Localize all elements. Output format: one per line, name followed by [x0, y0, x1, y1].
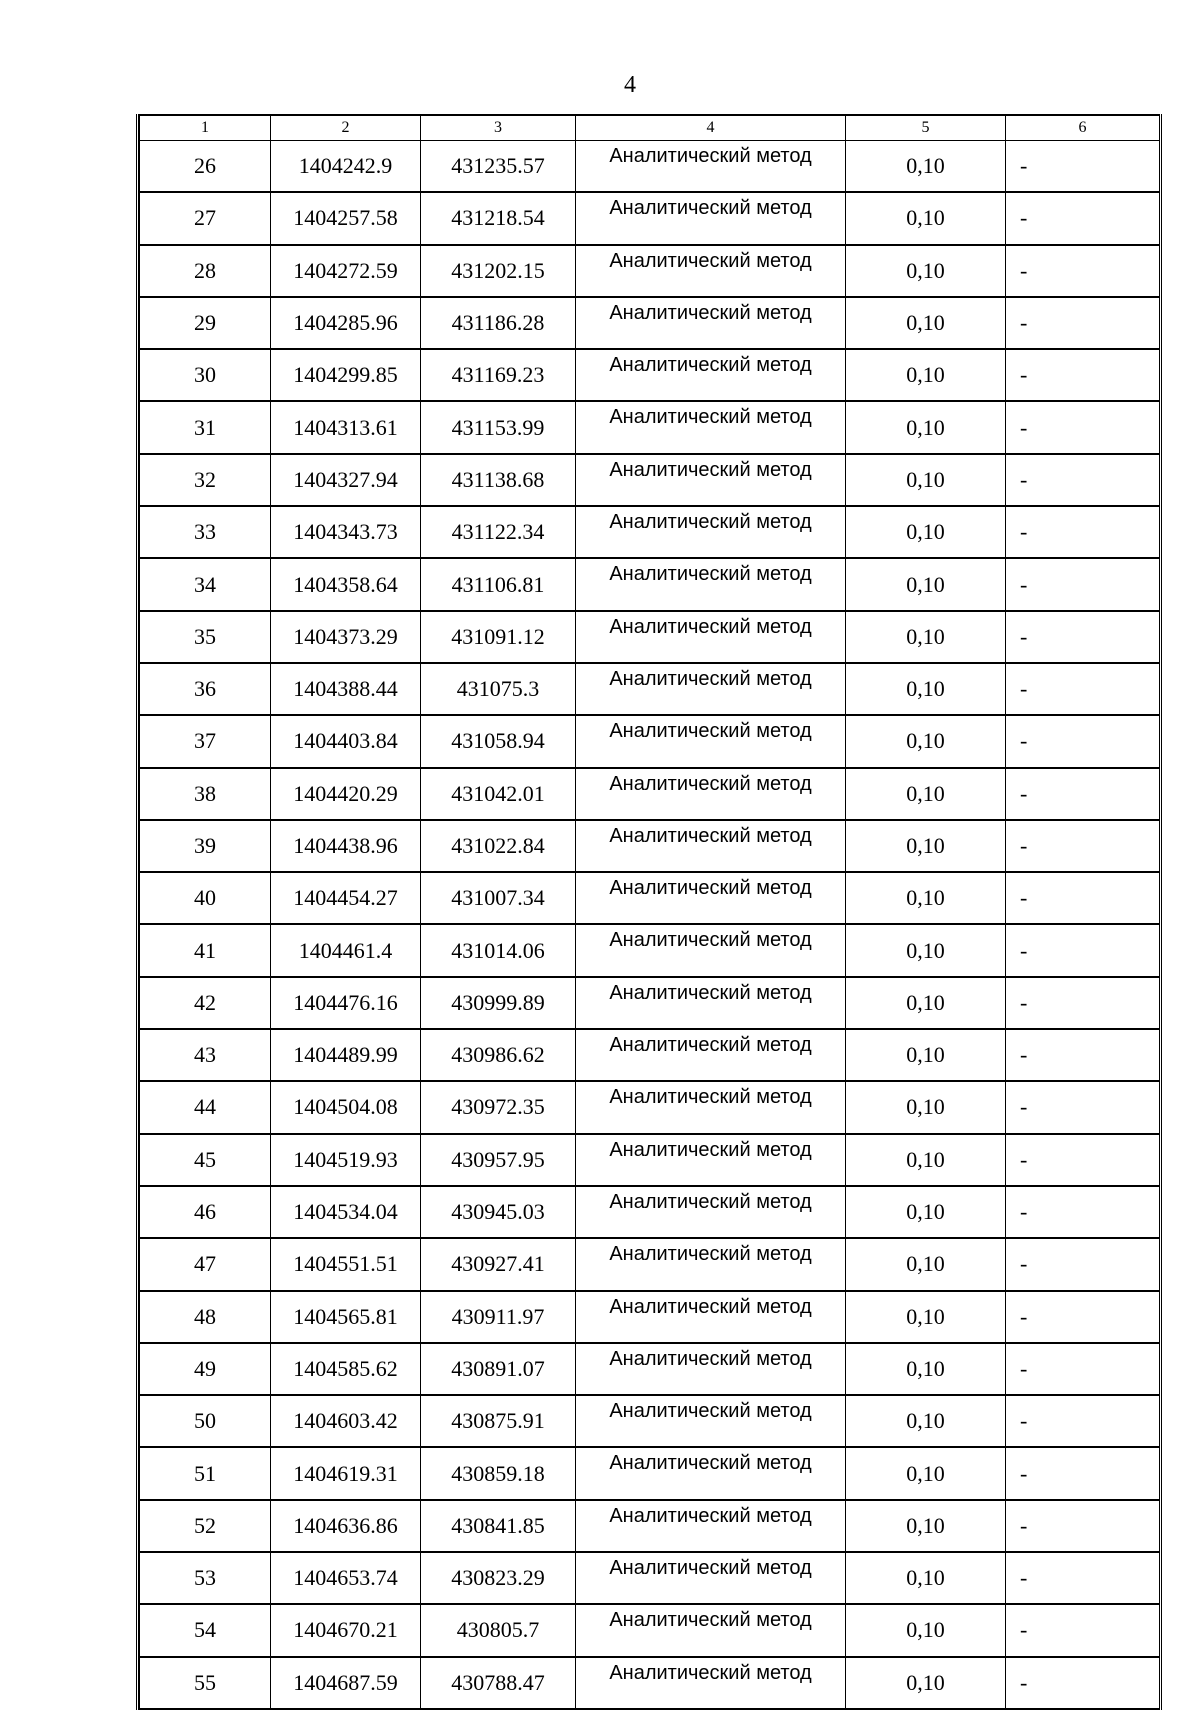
note-cell: -: [1006, 349, 1160, 401]
accuracy-cell: 0,10: [846, 1238, 1006, 1290]
note-cell: -: [1006, 245, 1160, 297]
method-cell: Аналитический метод: [576, 1500, 846, 1552]
y-coordinate-cell: 431153.99: [421, 401, 576, 453]
y-coordinate-cell: 430999.89: [421, 977, 576, 1029]
accuracy-cell: 0,10: [846, 192, 1006, 244]
note-cell: -: [1006, 454, 1160, 506]
table-row: [140, 1291, 1160, 1343]
note-cell: -: [1006, 192, 1160, 244]
x-coordinate-cell: 1404670.21: [271, 1604, 421, 1656]
accuracy-cell: 0,10: [846, 245, 1006, 297]
table-row: [140, 506, 1160, 558]
x-coordinate-cell: 1404285.96: [271, 297, 421, 349]
y-coordinate-cell: 431106.81: [421, 558, 576, 610]
table-header: [140, 115, 1160, 141]
x-coordinate-cell: 1404619.31: [271, 1447, 421, 1499]
point-number-cell: 34: [140, 558, 271, 610]
x-coordinate-cell: 1404476.16: [271, 977, 421, 1029]
method-cell: Аналитический метод: [576, 401, 846, 453]
method-cell: Аналитический метод: [576, 141, 846, 193]
table-row: [140, 872, 1160, 924]
header-col-5: 5: [846, 115, 1006, 141]
table-row: [140, 192, 1160, 244]
method-cell: Аналитический метод: [576, 1029, 846, 1081]
point-number-cell: 35: [140, 611, 271, 663]
table-row: [140, 1395, 1160, 1447]
table-row: [140, 820, 1160, 872]
note-cell: -: [1006, 506, 1160, 558]
table-row: [140, 1552, 1160, 1604]
x-coordinate-cell: 1404272.59: [271, 245, 421, 297]
point-number-cell: 43: [140, 1029, 271, 1081]
note-cell: -: [1006, 924, 1160, 976]
note-cell: -: [1006, 1343, 1160, 1395]
x-coordinate-cell: 1404504.08: [271, 1081, 421, 1133]
header-col-2: 2: [271, 115, 421, 141]
x-coordinate-cell: 1404603.42: [271, 1395, 421, 1447]
accuracy-cell: 0,10: [846, 1657, 1006, 1709]
y-coordinate-cell: 430891.07: [421, 1343, 576, 1395]
point-number-cell: 49: [140, 1343, 271, 1395]
accuracy-cell: 0,10: [846, 768, 1006, 820]
table-row: [140, 1500, 1160, 1552]
y-coordinate-cell: 430972.35: [421, 1081, 576, 1133]
point-number-cell: 55: [140, 1657, 271, 1709]
note-cell: -: [1006, 1291, 1160, 1343]
table-row: [140, 663, 1160, 715]
table-row: [140, 401, 1160, 453]
y-coordinate-cell: 431202.15: [421, 245, 576, 297]
note-cell: -: [1006, 768, 1160, 820]
table-row: [140, 454, 1160, 506]
header-row: [140, 115, 1160, 141]
x-coordinate-cell: 1404242.9: [271, 141, 421, 193]
accuracy-cell: 0,10: [846, 506, 1006, 558]
accuracy-cell: 0,10: [846, 1604, 1006, 1656]
point-number-cell: 39: [140, 820, 271, 872]
note-cell: -: [1006, 611, 1160, 663]
method-cell: Аналитический метод: [576, 297, 846, 349]
accuracy-cell: 0,10: [846, 1029, 1006, 1081]
point-number-cell: 52: [140, 1500, 271, 1552]
note-cell: -: [1006, 1134, 1160, 1186]
table-row: [140, 558, 1160, 610]
method-cell: Аналитический метод: [576, 454, 846, 506]
y-coordinate-cell: 431022.84: [421, 820, 576, 872]
method-cell: Аналитический метод: [576, 349, 846, 401]
x-coordinate-cell: 1404257.58: [271, 192, 421, 244]
header-col-3: 3: [421, 115, 576, 141]
accuracy-cell: 0,10: [846, 977, 1006, 1029]
accuracy-cell: 0,10: [846, 1081, 1006, 1133]
accuracy-cell: 0,10: [846, 349, 1006, 401]
x-coordinate-cell: 1404519.93: [271, 1134, 421, 1186]
method-cell: Аналитический метод: [576, 1134, 846, 1186]
x-coordinate-cell: 1404454.27: [271, 872, 421, 924]
y-coordinate-cell: 431075.3: [421, 663, 576, 715]
point-number-cell: 42: [140, 977, 271, 1029]
accuracy-cell: 0,10: [846, 297, 1006, 349]
x-coordinate-cell: 1404461.4: [271, 924, 421, 976]
x-coordinate-cell: 1404403.84: [271, 715, 421, 767]
x-coordinate-cell: 1404489.99: [271, 1029, 421, 1081]
point-number-cell: 32: [140, 454, 271, 506]
x-coordinate-cell: 1404551.51: [271, 1238, 421, 1290]
note-cell: -: [1006, 715, 1160, 767]
table-row: [140, 1343, 1160, 1395]
x-coordinate-cell: 1404313.61: [271, 401, 421, 453]
method-cell: Аналитический метод: [576, 245, 846, 297]
method-cell: Аналитический метод: [576, 1186, 846, 1238]
accuracy-cell: 0,10: [846, 1552, 1006, 1604]
y-coordinate-cell: 431122.34: [421, 506, 576, 558]
point-number-cell: 53: [140, 1552, 271, 1604]
accuracy-cell: 0,10: [846, 611, 1006, 663]
method-cell: Аналитический метод: [576, 506, 846, 558]
header-col-1: 1: [140, 115, 271, 141]
accuracy-cell: 0,10: [846, 1186, 1006, 1238]
accuracy-cell: 0,10: [846, 401, 1006, 453]
table-row: [140, 245, 1160, 297]
accuracy-cell: 0,10: [846, 1343, 1006, 1395]
point-number-cell: 26: [140, 141, 271, 193]
note-cell: -: [1006, 1186, 1160, 1238]
method-cell: Аналитический метод: [576, 1447, 846, 1499]
method-cell: Аналитический метод: [576, 1395, 846, 1447]
point-number-cell: 41: [140, 924, 271, 976]
method-cell: Аналитический метод: [576, 820, 846, 872]
y-coordinate-cell: 430859.18: [421, 1447, 576, 1499]
point-number-cell: 37: [140, 715, 271, 767]
table-row: [140, 349, 1160, 401]
accuracy-cell: 0,10: [846, 924, 1006, 976]
point-number-cell: 36: [140, 663, 271, 715]
method-cell: Аналитический метод: [576, 1657, 846, 1709]
note-cell: -: [1006, 558, 1160, 610]
y-coordinate-cell: 431058.94: [421, 715, 576, 767]
point-number-cell: 31: [140, 401, 271, 453]
note-cell: -: [1006, 1657, 1160, 1709]
y-coordinate-cell: 431186.28: [421, 297, 576, 349]
note-cell: -: [1006, 1395, 1160, 1447]
note-cell: -: [1006, 1238, 1160, 1290]
note-cell: -: [1006, 1029, 1160, 1081]
x-coordinate-cell: 1404534.04: [271, 1186, 421, 1238]
table-row: [140, 924, 1160, 976]
y-coordinate-cell: 430986.62: [421, 1029, 576, 1081]
table-row: [140, 1134, 1160, 1186]
point-number-cell: 27: [140, 192, 271, 244]
x-coordinate-cell: 1404585.62: [271, 1343, 421, 1395]
x-coordinate-cell: 1404327.94: [271, 454, 421, 506]
table-row: [140, 1604, 1160, 1656]
table-row: [140, 1447, 1160, 1499]
note-cell: -: [1006, 977, 1160, 1029]
y-coordinate-cell: 430805.7: [421, 1604, 576, 1656]
coordinates-table: [139, 114, 1160, 1710]
table-row: [140, 977, 1160, 1029]
method-cell: Аналитический метод: [576, 663, 846, 715]
method-cell: Аналитический метод: [576, 1343, 846, 1395]
y-coordinate-cell: 430823.29: [421, 1552, 576, 1604]
accuracy-cell: 0,10: [846, 1291, 1006, 1343]
accuracy-cell: 0,10: [846, 715, 1006, 767]
accuracy-cell: 0,10: [846, 872, 1006, 924]
point-number-cell: 48: [140, 1291, 271, 1343]
y-coordinate-cell: 430945.03: [421, 1186, 576, 1238]
y-coordinate-cell: 430788.47: [421, 1657, 576, 1709]
header-col-4: 4: [576, 115, 846, 141]
point-number-cell: 29: [140, 297, 271, 349]
table-row: [140, 297, 1160, 349]
accuracy-cell: 0,10: [846, 141, 1006, 193]
point-number-cell: 54: [140, 1604, 271, 1656]
x-coordinate-cell: 1404438.96: [271, 820, 421, 872]
accuracy-cell: 0,10: [846, 663, 1006, 715]
table-row: [140, 715, 1160, 767]
method-cell: Аналитический метод: [576, 1604, 846, 1656]
x-coordinate-cell: 1404299.85: [271, 349, 421, 401]
point-number-cell: 45: [140, 1134, 271, 1186]
point-number-cell: 51: [140, 1447, 271, 1499]
x-coordinate-cell: 1404636.86: [271, 1500, 421, 1552]
table-row: [140, 141, 1160, 193]
table-row: [140, 611, 1160, 663]
point-number-cell: 50: [140, 1395, 271, 1447]
point-number-cell: 47: [140, 1238, 271, 1290]
method-cell: Аналитический метод: [576, 1081, 846, 1133]
note-cell: -: [1006, 820, 1160, 872]
x-coordinate-cell: 1404388.44: [271, 663, 421, 715]
point-number-cell: 40: [140, 872, 271, 924]
note-cell: -: [1006, 1552, 1160, 1604]
table-row: [140, 1081, 1160, 1133]
method-cell: Аналитический метод: [576, 872, 846, 924]
y-coordinate-cell: 431218.54: [421, 192, 576, 244]
accuracy-cell: 0,10: [846, 1134, 1006, 1186]
method-cell: Аналитический метод: [576, 977, 846, 1029]
method-cell: Аналитический метод: [576, 924, 846, 976]
accuracy-cell: 0,10: [846, 1395, 1006, 1447]
point-number-cell: 30: [140, 349, 271, 401]
y-coordinate-cell: 431007.34: [421, 872, 576, 924]
method-cell: Аналитический метод: [576, 1552, 846, 1604]
y-coordinate-cell: 431169.23: [421, 349, 576, 401]
note-cell: -: [1006, 872, 1160, 924]
method-cell: Аналитический метод: [576, 192, 846, 244]
accuracy-cell: 0,10: [846, 1500, 1006, 1552]
x-coordinate-cell: 1404687.59: [271, 1657, 421, 1709]
accuracy-cell: 0,10: [846, 1447, 1006, 1499]
y-coordinate-cell: 431014.06: [421, 924, 576, 976]
point-number-cell: 46: [140, 1186, 271, 1238]
accuracy-cell: 0,10: [846, 820, 1006, 872]
x-coordinate-cell: 1404565.81: [271, 1291, 421, 1343]
note-cell: -: [1006, 663, 1160, 715]
y-coordinate-cell: 430875.91: [421, 1395, 576, 1447]
method-cell: Аналитический метод: [576, 715, 846, 767]
coordinates-table-frame: [136, 114, 1162, 1710]
note-cell: -: [1006, 401, 1160, 453]
accuracy-cell: 0,10: [846, 454, 1006, 506]
y-coordinate-cell: 430957.95: [421, 1134, 576, 1186]
header-col-6: 6: [1006, 115, 1160, 141]
table-row: [140, 1186, 1160, 1238]
y-coordinate-cell: 431235.57: [421, 141, 576, 193]
table-row: [140, 768, 1160, 820]
y-coordinate-cell: 431138.68: [421, 454, 576, 506]
note-cell: -: [1006, 1500, 1160, 1552]
table-body: [140, 141, 1160, 1709]
x-coordinate-cell: 1404343.73: [271, 506, 421, 558]
x-coordinate-cell: 1404420.29: [271, 768, 421, 820]
method-cell: Аналитический метод: [576, 768, 846, 820]
point-number-cell: 44: [140, 1081, 271, 1133]
point-number-cell: 28: [140, 245, 271, 297]
method-cell: Аналитический метод: [576, 611, 846, 663]
table-row: [140, 1238, 1160, 1290]
y-coordinate-cell: 431091.12: [421, 611, 576, 663]
method-cell: Аналитический метод: [576, 1238, 846, 1290]
method-cell: Аналитический метод: [576, 558, 846, 610]
accuracy-cell: 0,10: [846, 558, 1006, 610]
table-row: [140, 1657, 1160, 1709]
y-coordinate-cell: 430911.97: [421, 1291, 576, 1343]
y-coordinate-cell: 430927.41: [421, 1238, 576, 1290]
x-coordinate-cell: 1404373.29: [271, 611, 421, 663]
note-cell: -: [1006, 141, 1160, 193]
point-number-cell: 38: [140, 768, 271, 820]
method-cell: Аналитический метод: [576, 1291, 846, 1343]
note-cell: -: [1006, 297, 1160, 349]
note-cell: -: [1006, 1604, 1160, 1656]
note-cell: -: [1006, 1081, 1160, 1133]
point-number-cell: 33: [140, 506, 271, 558]
page-number: 4: [624, 72, 636, 98]
y-coordinate-cell: 431042.01: [421, 768, 576, 820]
y-coordinate-cell: 430841.85: [421, 1500, 576, 1552]
table-row: [140, 1029, 1160, 1081]
x-coordinate-cell: 1404653.74: [271, 1552, 421, 1604]
note-cell: -: [1006, 1447, 1160, 1499]
x-coordinate-cell: 1404358.64: [271, 558, 421, 610]
